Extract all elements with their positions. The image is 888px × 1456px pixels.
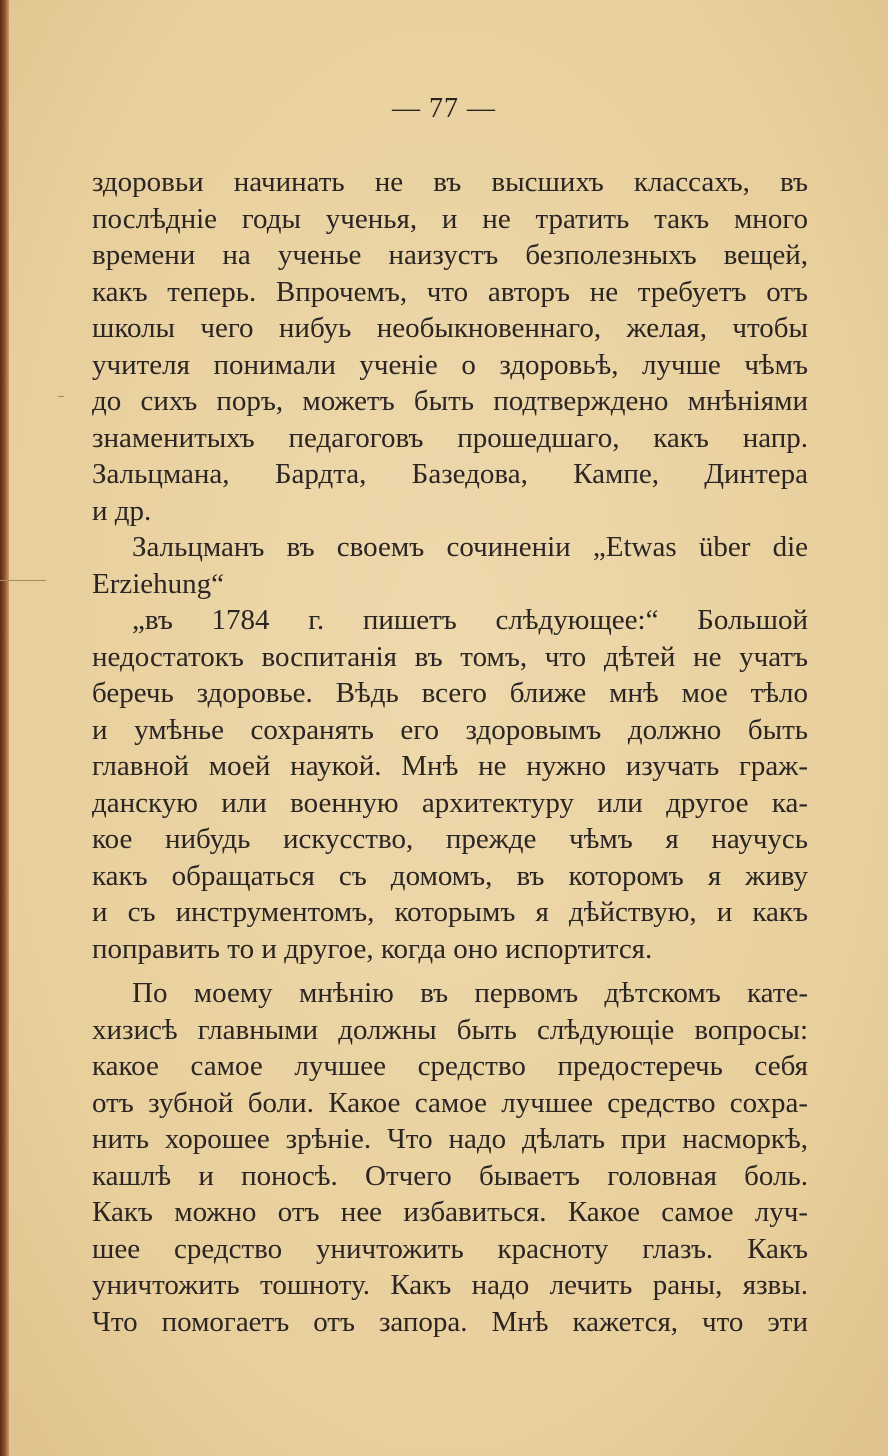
text-line: Зальцманъ въ своемъ сочиненіи „Etwas über die <box>132 531 808 563</box>
text-line: знаменитыхъ педагоговъ прошедшаго, какъ напр. <box>92 421 808 454</box>
text-line: учителя понимали ученіе о здоровьѣ, лучше чѣмъ <box>92 348 808 381</box>
text-line: главной моей наукой. Мнѣ не нужно изучать граж- <box>92 750 808 782</box>
text-line: и др. <box>92 494 152 527</box>
text-line: Зальцмана, Бардта, Базедова, Кампе, Динтера <box>92 458 808 490</box>
binding-edge <box>0 0 9 1456</box>
margin-mark <box>58 396 64 397</box>
text-line: недостатокъ воспитанія въ томъ, что дѣтей не учатъ <box>92 640 808 673</box>
margin-mark <box>0 580 46 581</box>
text-line: данскую или военную архитектуру или другое ка- <box>92 786 808 819</box>
text-line: Какъ можно отъ нее избавиться. Какое самое луч- <box>92 1196 808 1228</box>
text-line: школы чего нибуь необыкновеннаго, желая, чтобы <box>92 312 808 344</box>
text-line: какъ обращаться съ домомъ, въ которомъ я живу <box>92 859 808 892</box>
text-line: „въ 1784 г. пишетъ слѣдующее:“ Большой <box>132 604 808 636</box>
text-line: хизисѣ главными должны быть слѣдующіе вопросы: <box>92 1013 808 1046</box>
text-line: какое самое лучшее средство предостеречь себя <box>92 1050 808 1082</box>
text-line: какъ теперь. Впрочемъ, что авторъ не требуетъ отъ <box>92 275 808 308</box>
text-line: и умѣнье сохранять его здоровымъ должно быть <box>92 713 808 746</box>
page-number: — 77 — <box>392 93 496 124</box>
text-line: кое нибудь искусство, прежде чѣмъ я научусь <box>92 823 808 855</box>
text-line: послѣдніе годы ученья, и не тратить такъ много <box>92 202 808 235</box>
text-line: кашлѣ и поносѣ. Отчего бываетъ головная боль. <box>92 1159 808 1192</box>
text-line: Erziehung“ <box>92 567 225 600</box>
text-line: Что помогаетъ отъ запора. Мнѣ кажется, что эти <box>92 1305 808 1338</box>
body-text <box>92 164 808 1340</box>
text-line: шее средство уничтожить красноту глазъ. Какъ <box>92 1232 808 1265</box>
text-line: По моему мнѣнію въ первомъ дѣтскомъ кате- <box>132 977 808 1009</box>
paragraph-gap <box>92 967 808 975</box>
text-line: отъ зубной боли. Какое самое лучшее средство сохра- <box>92 1086 808 1119</box>
text-line: и съ инструментомъ, которымъ я дѣйствую, и какъ <box>92 896 808 928</box>
text-line: времени на ученье наизустъ безполезныхъ вещей, <box>92 239 808 271</box>
text-line: до сихъ поръ, можетъ быть подтверждено мнѣніями <box>92 385 808 417</box>
text-line: уничтожить тошноту. Какъ надо лечить раны, язвы. <box>92 1269 808 1301</box>
text-line: поправить то и другое, когда оно испортится. <box>92 932 653 965</box>
text-line: здоровьи начинать не въ высшихъ классахъ, въ <box>92 166 808 198</box>
text-line: беречь здоровье. Вѣдь всего ближе мнѣ мое тѣло <box>92 677 808 709</box>
text-line: нить хорошее зрѣніе. Что надо дѣлать при насморкѣ, <box>92 1123 808 1155</box>
